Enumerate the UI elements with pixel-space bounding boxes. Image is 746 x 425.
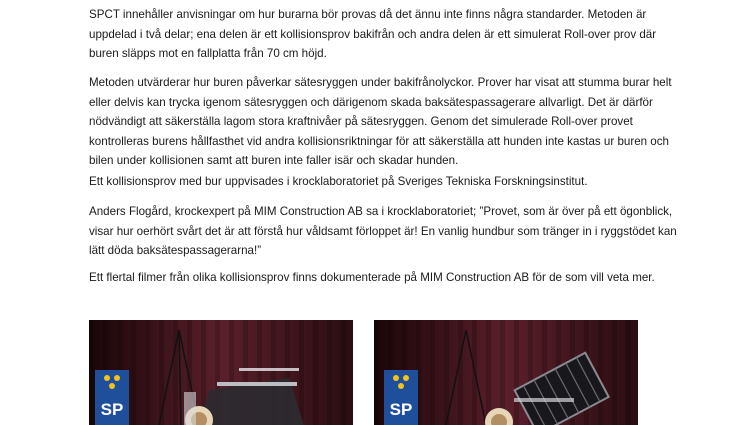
paragraph-method-description: SPCT innehåller anvisningar om hur burarna bör provas då det ännu inte finns några standarder. Metoden är uppdelad i två delar; ena delen är ett kollisionsprov bakifrån och andra delen är ett simulerat Roll-over prov där buren släpps mot en fallplatta från 70 cm höjd.: [89, 8, 657, 60]
paragraph-crash-test-demo: Ett kollisionsprov med bur uppvisades i krocklaboratoriet på Sveriges Tekniska Forskningsinstitut.: [89, 175, 588, 188]
sp-logo-text: SP: [100, 400, 124, 419]
sp-logo-text: SP: [389, 400, 413, 419]
paragraph-expert-quote: Anders Flogård, krockexpert på MIM Construction AB sa i krocklaboratoriet; ”Provet, som är över på ett ögonblick, visar hur oerhört svårt det är att förstå hur våldsamt förloppet är! En vanlig hundbur som tränger in i ryggstödet kan lätt döda baksätespassagerarna!”: [89, 205, 677, 257]
paragraph-films-info: Ett flertal filmer från olika kollisionsprov finns dokumenterade på MIM Construction AB för de som vill veta mer.: [89, 271, 655, 284]
paragraph-method-evaluation: Metoden utvärderar hur buren påverkar sätesryggen under bakifrånolyckor. Prover har visat att stumma burar helt eller delvis kan trycka igenom sätesryggen och därigenom skada baksätespassagerare allvarligt. Det är därför nödvändigt att säkerställa lagom stora kraftnivåer på sätesryggen. Genom det simulerade Roll-over provet kontrolleras burens hållfasthet vid andra kollisionsriktningar för att säkerställa att hunden inte kastas ur buren och bilen under kollisionen samt att buren inte faller isär och skadar hunden.: [89, 76, 672, 167]
crash-test-photo-left: [89, 320, 353, 425]
crash-test-photo-right: [374, 320, 638, 425]
